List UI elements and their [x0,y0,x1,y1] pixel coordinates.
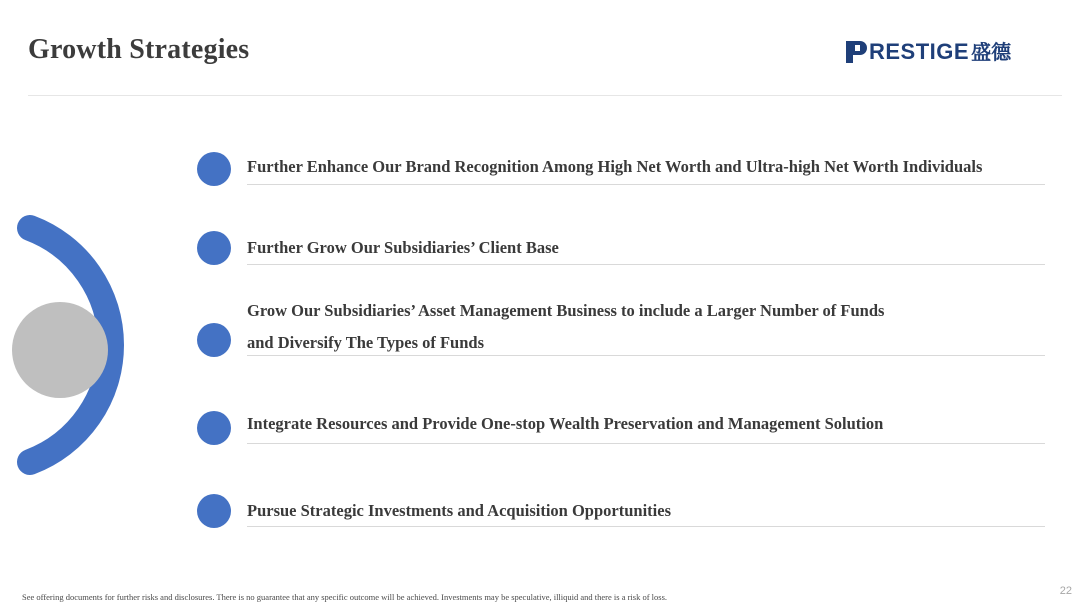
item-divider [247,526,1045,527]
strategy-text: Integrate Resources and Provide One-stop Wealth Preservation and Management Solution [247,414,884,433]
bullet-dot-icon [197,494,231,528]
disclaimer-text: See offering documents for further risks and disclosures. There is no guarantee that any specific outcome will be achieved. Investments may be speculative, illiquid and there is a risk of loss. [22,592,668,602]
slide-title: Growth Strategies [28,34,250,65]
item-divider [247,443,1045,444]
logo-cjk-text: 盛德 [971,40,1012,64]
strategy-text: Pursue Strategic Investments and Acquisition Opportunities [247,501,671,520]
bullet-dot-icon [197,323,231,357]
item-divider [247,264,1045,265]
item-divider [247,184,1045,185]
strategy-text: Further Grow Our Subsidiaries’ Client Base [247,238,559,257]
gray-center-circle [12,302,108,398]
arc-graphic [0,200,200,500]
prestige-logo [846,38,1011,66]
item-divider [247,355,1045,356]
bullet-dot-icon [197,411,231,445]
logo-mark-icon [846,40,868,64]
strategy-text: Further Enhance Our Brand Recognition Among High Net Worth and Ultra-high Net Worth Individuals [247,157,983,176]
bullet-dot-icon [197,231,231,265]
logo-text: RESTIGE [869,39,970,64]
bullet-dot-icon [197,152,231,186]
strategy-text-line-1: Grow Our Subsidiaries’ Asset Management Business to include a Larger Number of Funds [247,301,885,320]
header-divider [28,95,1062,96]
page-number: 22 [1059,585,1072,597]
strategy-text-line-2: and Diversify The Types of Funds [247,333,485,352]
